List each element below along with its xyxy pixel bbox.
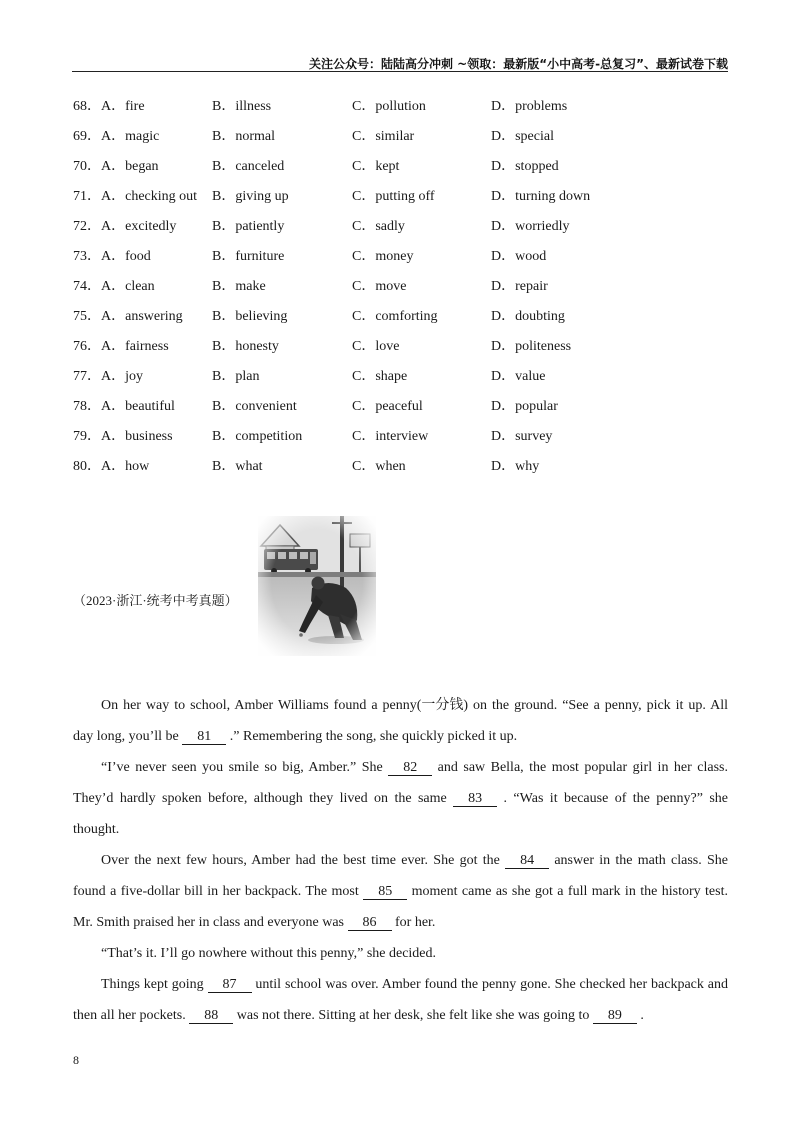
option-row — [73, 122, 728, 152]
question-number: 74． — [73, 279, 101, 294]
option-a: A．food — [101, 249, 151, 264]
question-number: 70． — [73, 159, 101, 174]
option-b: B．make — [212, 279, 266, 294]
blank-89: 89 — [593, 1009, 637, 1024]
header-divider — [72, 71, 728, 72]
passage-line — [73, 721, 728, 752]
question-source: （2023·浙江·统考中考真题） — [73, 593, 238, 608]
passage-line — [73, 1000, 728, 1031]
passage-line — [73, 845, 728, 876]
option-a: A．excitedly — [101, 219, 177, 234]
passage-text: Over the next few hours, Amber had the best time ever. She got the — [101, 853, 506, 868]
passage-text: was not there. Sitting at her desk, she felt like she was going to — [233, 1008, 593, 1023]
option-row — [73, 332, 728, 362]
passage-text: thought. — [73, 822, 120, 837]
passage-line — [73, 690, 728, 721]
option-d: D．value — [491, 369, 546, 384]
option-c: C．interview — [352, 429, 429, 444]
passage-paragraph — [73, 845, 728, 938]
option-b: B．furniture — [212, 249, 285, 264]
option-d: D．worriedly — [491, 219, 570, 234]
option-row — [73, 362, 728, 392]
line-content — [73, 822, 119, 837]
option-a: A．clean — [101, 279, 155, 294]
option-b: B．giving up — [212, 189, 289, 204]
line-content — [101, 760, 728, 775]
option-a: A．fire — [101, 99, 145, 114]
option-c: C．comforting — [352, 309, 438, 324]
passage-text: answer in the math class. She — [549, 853, 728, 868]
option-row — [73, 152, 728, 182]
passage-text: . — [636, 1008, 644, 1023]
option-a: A．how — [101, 459, 150, 474]
option-d: D．turning down — [491, 189, 591, 204]
passage-text: Mr. Smith praised her in class and everyone was — [73, 915, 348, 930]
option-d: D．stopped — [491, 159, 559, 174]
line-content — [101, 946, 436, 961]
option-b: B．convenient — [212, 399, 297, 414]
option-a: A．answering — [101, 309, 183, 324]
option-a: A．began — [101, 159, 159, 174]
answer-options-list — [73, 92, 728, 482]
passage-text: “I’ve never seen you smile so big, Amber.” She — [101, 760, 389, 775]
option-c: C．money — [352, 249, 414, 264]
question-number: 75． — [73, 309, 101, 324]
photo-vignette — [258, 516, 376, 656]
option-a: A．joy — [101, 369, 143, 384]
question-number: 78． — [73, 399, 101, 414]
option-b: B．illness — [212, 99, 272, 114]
passage-paragraph — [73, 969, 728, 1031]
passage-line — [73, 783, 728, 814]
option-c: C．kept — [352, 159, 400, 174]
blank-86: 86 — [348, 916, 392, 931]
passage-text: .” Remembering the song, she quickly picked it up. — [226, 729, 518, 744]
option-b: B．believing — [212, 309, 288, 324]
passage-text: and saw Bella, the most popular girl in her class. — [432, 760, 728, 775]
question-number: 68． — [73, 99, 101, 114]
option-d: D．doubting — [491, 309, 565, 324]
option-row — [73, 302, 728, 332]
option-b: B．normal — [212, 129, 275, 144]
passage-line — [73, 814, 728, 845]
passage-text: Things kept going — [101, 977, 208, 992]
illustration-photo — [258, 516, 376, 656]
option-c: C．shape — [352, 369, 408, 384]
option-d: D．problems — [491, 99, 568, 114]
line-content — [73, 915, 435, 930]
blank-88: 88 — [189, 1009, 233, 1024]
option-c: C．sadly — [352, 219, 405, 234]
passage-text: then all her pockets. — [73, 1008, 190, 1023]
blank-84: 84 — [505, 854, 549, 869]
line-content — [101, 853, 728, 868]
option-c: C．pollution — [352, 99, 426, 114]
passage-text: day long, you’ll be — [73, 729, 183, 744]
option-row — [73, 452, 728, 482]
option-b: B．honesty — [212, 339, 279, 354]
option-row — [73, 92, 728, 122]
passage-line — [73, 969, 728, 1000]
question-number: 77． — [73, 369, 101, 384]
option-row — [73, 422, 728, 452]
line-content — [73, 729, 517, 744]
question-number: 72． — [73, 219, 101, 234]
question-number: 71． — [73, 189, 101, 204]
passage-paragraph — [73, 752, 728, 845]
option-row — [73, 392, 728, 422]
blank-83: 83 — [453, 792, 497, 807]
passage-line — [73, 752, 728, 783]
passage-paragraph — [73, 690, 728, 752]
line-content — [101, 698, 728, 713]
page-number: 8 — [73, 1053, 79, 1067]
passage-paragraph — [73, 938, 728, 969]
option-a: A．checking out — [101, 189, 198, 204]
option-row — [73, 182, 728, 212]
passage-line — [73, 907, 728, 938]
line-content — [73, 884, 728, 899]
passage-line — [73, 938, 728, 969]
option-b: B．plan — [212, 369, 260, 384]
blank-85: 85 — [363, 885, 407, 900]
option-c: C．similar — [352, 129, 415, 144]
option-d: D．wood — [491, 249, 547, 264]
option-b: B．patiently — [212, 219, 285, 234]
question-number: 69． — [73, 129, 101, 144]
question-number: 80． — [73, 459, 101, 474]
option-d: D．repair — [491, 279, 548, 294]
option-d: D．popular — [491, 399, 558, 414]
passage-text: for her. — [391, 915, 436, 930]
passage-line — [73, 876, 728, 907]
option-c: C．love — [352, 339, 400, 354]
question-number: 79． — [73, 429, 101, 444]
option-a: A．magic — [101, 129, 160, 144]
passage-text: . “Was it because of the penny?” she — [497, 791, 728, 806]
blank-87: 87 — [208, 978, 252, 993]
option-d: D．special — [491, 129, 554, 144]
passage-text: “That’s it. I’ll go nowhere without this penny,” she decided. — [101, 946, 437, 961]
option-a: A．business — [101, 429, 173, 444]
passage-text: until school was over. Amber found the penny gone. She checked her backpack and — [251, 977, 728, 992]
passage-text: On her way to school, Amber Williams found a penny(一分钱) on the ground. “See a penny, pick it up. All — [101, 698, 728, 713]
reading-passage — [73, 690, 728, 1031]
option-a: A．fairness — [101, 339, 169, 354]
option-d: D．survey — [491, 429, 553, 444]
passage-text: moment came as she got a full mark in the history test. — [407, 884, 728, 899]
header-notice: 关注公众号：陆陆高分冲刺 ~领取：最新版“小中高考-总复习”、最新试卷下载 — [309, 57, 728, 71]
blank-81: 81 — [182, 730, 226, 745]
option-c: C．peaceful — [352, 399, 423, 414]
passage-text: They’d hardly spoken before, although they lived on the same — [73, 791, 454, 806]
passage-text: found a five-dollar bill in her backpack. The most — [73, 884, 364, 899]
option-d: D．why — [491, 459, 540, 474]
option-b: B．competition — [212, 429, 303, 444]
option-row — [73, 272, 728, 302]
option-b: B．what — [212, 459, 263, 474]
option-c: C．when — [352, 459, 406, 474]
line-content — [73, 1008, 644, 1023]
question-number: 73． — [73, 249, 101, 264]
option-row — [73, 212, 728, 242]
option-c: C．putting off — [352, 189, 435, 204]
option-a: A．beautiful — [101, 399, 175, 414]
option-d: D．politeness — [491, 339, 572, 354]
blank-82: 82 — [388, 761, 432, 776]
option-row — [73, 242, 728, 272]
question-number: 76． — [73, 339, 101, 354]
option-b: B．canceled — [212, 159, 285, 174]
line-content — [101, 977, 728, 992]
line-content — [73, 791, 728, 806]
option-c: C．move — [352, 279, 407, 294]
